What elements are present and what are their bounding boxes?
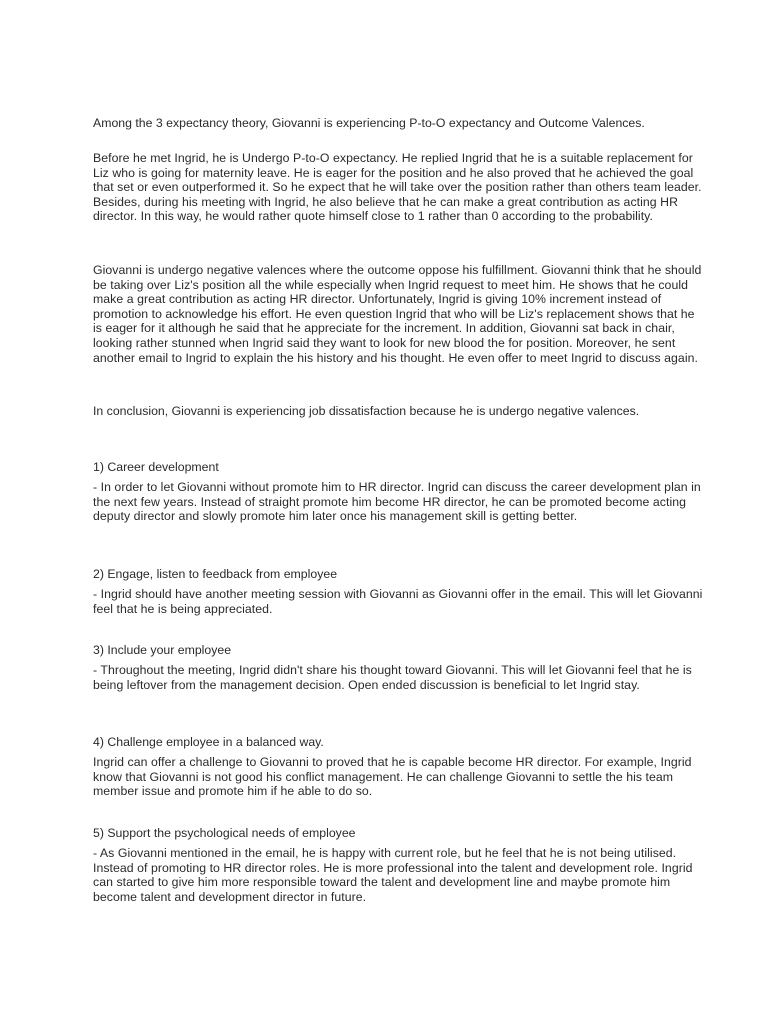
paragraph-valences: Giovanni is undergo negative valences where the outcome oppose his fulfillment. Giovanni think that he should be taking over Liz's position all the while especially when Ingrid request to meet him. He shows that he could make a great contribution as acting HR director. Unfortunately, Ingrid is giving 10% increment instead of promotion to acknowledge his effort. He even question Ingrid that who will be Liz's replacement shows that he is eager for it although he said that he appreciate for the increment. In addition, Giovanni sat back in chair, looking rather stunned when Ingrid said they want to look for new blood the for position. Moreover, he sent another email to Ingrid to explain the his history and his thought. He even offer to meet Ingrid to discuss again. — [93, 263, 702, 365]
recommendation-body: Ingrid can offer a challenge to Giovanni to proved that he is capable become HR director. For example, Ingrid know that Giovanni is not good his conflict management. He can challenge Giovanni to settle the his team member issue and promote him if he able to do so. — [93, 755, 692, 799]
recommendation-body: - In order to let Giovanni without promote him to HR director. Ingrid can discuss the career development plan in the next few years. Instead of straight promote him become HR director, he can be promoted become acting deputy director and slowly promote him later once his management skill is getting better. — [93, 480, 701, 524]
recommendation-heading: 4) Challenge employee in a balanced way. — [93, 735, 324, 749]
recommendation-heading: 5) Support the psychological needs of employee — [93, 826, 356, 840]
recommendation-heading: 3) Include your employee — [93, 643, 232, 657]
recommendation-body: - As Giovanni mentioned in the email, he is happy with current role, but he feel that he is not being utilised. Instead of promoting to HR director roles. He is more professional into the talent and development role. Ingrid can started to give him more responsible toward the talent and development line and maybe promote him become talent and development director in future. — [93, 846, 693, 904]
recommendation-body: - Ingrid should have another meeting session with Giovanni as Giovanni offer in the email. This will let Giovanni feel that he is being appreciated. — [93, 587, 703, 616]
paragraph-expectancy: Before he met Ingrid, he is Undergo P-to-O expectancy. He replied Ingrid that he is a suitable replacement for Liz who is going for maternity leave. He is eager for the position and he also proved that he achieved the goal that set or even outperformed it. So he expect that he will take over the position rather than others team leader. Besides, during his meeting with Ingrid, he also believe that he can make a great contribution as acting HR director. In this way, he would rather quote himself close to 1 rather than 0 according to the probability. — [93, 151, 702, 224]
recommendation-heading: 2) Engage, listen to feedback from employee — [93, 567, 338, 581]
intro-text: Among the 3 expectancy theory, Giovanni is experiencing P-to-O expectancy and Outcome Valences. — [93, 116, 645, 130]
recommendation-heading: 1) Career development — [93, 460, 219, 474]
conclusion-text: In conclusion, Giovanni is experiencing job dissatisfaction because he is undergo negative valences. — [93, 404, 640, 418]
recommendation-body: - Throughout the meeting, Ingrid didn't share his thought toward Giovanni. This will let Giovanni feel that he is being leftover from the management decision. Open ended discussion is beneficial to let Ingrid stay. — [93, 663, 692, 692]
